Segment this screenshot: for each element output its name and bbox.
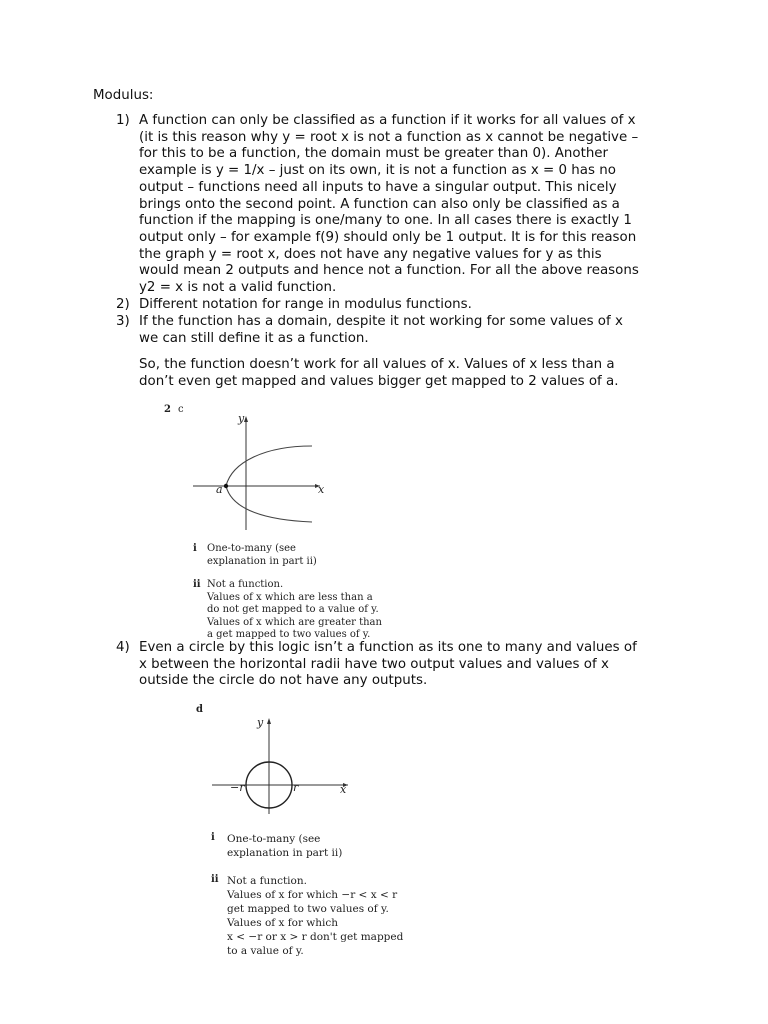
text-line: example is y = 1/x – just on its own, it is not a function as x = 0 has no xyxy=(139,163,616,179)
list-text xyxy=(139,113,679,297)
heading: Modulus: xyxy=(93,88,154,103)
text-line: Even a circle by this logic isn’t a function as its one to many and values of xyxy=(139,640,637,655)
figure-part: d xyxy=(196,704,203,715)
y-axis-arrow xyxy=(244,416,248,422)
r-label: r xyxy=(293,781,299,794)
text-line: output – functions need all inputs to have a singular output. This nicely xyxy=(139,179,617,195)
text-line: outside the circle do not have any outputs. xyxy=(139,673,428,689)
caption-line: Values of x which are greater than xyxy=(207,616,382,628)
caption-line: One-to-many (see xyxy=(227,833,321,845)
parabola-graph xyxy=(160,400,400,540)
x-axis-label: x xyxy=(318,483,325,496)
caption-ii-marker: ii xyxy=(193,579,201,590)
vertex-point xyxy=(224,484,228,488)
caption-line: get mapped to two values of y. xyxy=(227,903,389,915)
caption-line: Values of x which are less than a xyxy=(207,591,373,603)
circle-graph xyxy=(190,702,430,822)
text-line: brings onto the second point. A function can also only be classified as a xyxy=(139,196,620,212)
x-axis-label: x xyxy=(340,783,347,796)
list-number: 1) xyxy=(116,113,130,128)
caption-line: Not a function. xyxy=(227,875,307,887)
neg-r-label: −r xyxy=(230,781,245,794)
text-line: would mean 2 outputs and hence not a function. For all the above reasons xyxy=(139,263,639,279)
caption-i-marker: i xyxy=(211,832,215,843)
note-paragraph xyxy=(139,357,679,390)
list-number: 4) xyxy=(116,640,130,655)
caption-line: Values of x for which xyxy=(227,917,339,929)
caption-line: a get mapped to two values of y. xyxy=(207,629,371,640)
caption-line: One-to-many (see xyxy=(207,543,296,554)
text-line: If the function has a domain, despite it not working for some values of x xyxy=(139,314,623,329)
caption-line: explanation in part ii) xyxy=(227,847,343,859)
caption-line: x < −r or x > r don't get mapped xyxy=(227,931,404,943)
text-line: So, the function doesn’t work for all values of x. Values of x less than a xyxy=(139,357,615,372)
caption-i xyxy=(207,543,397,568)
text-line: (it is this reason why y = root x is not a function as x cannot be negative – xyxy=(139,129,639,145)
list-number: 3) xyxy=(116,314,130,329)
list-text xyxy=(139,297,679,314)
text-line: output only – for example f(9) should only be 1 output. It is for this reason xyxy=(139,229,637,245)
text-line: function if the mapping is one/many to one. In all cases there is exactly 1 xyxy=(139,213,632,229)
caption-line: do not get mapped to a value of y. xyxy=(207,604,379,615)
text-line: x between the horizontal radii have two output values and values of x xyxy=(139,656,609,672)
figure-part: c xyxy=(178,404,184,415)
parabola-curve xyxy=(226,446,312,522)
caption-ii-marker: ii xyxy=(211,874,219,885)
figure-parabola xyxy=(160,400,400,640)
text-line: y2 = x is not a valid function. xyxy=(139,280,337,296)
text-line: Different notation for range in modulus functions. xyxy=(139,297,472,312)
text-line: for this to be a function, the domain must be greater than 0). Another xyxy=(139,146,609,162)
text-line: we can still define it as a function. xyxy=(139,330,369,346)
figure-circle xyxy=(190,702,430,962)
y-axis-arrow xyxy=(267,718,271,724)
caption-i xyxy=(227,832,427,860)
caption-line: to a value of y. xyxy=(227,945,304,957)
caption-line: Values of x for which −r < x < r xyxy=(227,889,398,901)
caption-line: Not a function. xyxy=(207,579,284,590)
y-axis-label: y xyxy=(257,716,264,729)
y-axis-label: y xyxy=(238,412,245,425)
figure-number: 2 xyxy=(164,404,171,415)
caption-ii xyxy=(207,579,397,642)
list-text xyxy=(139,314,679,347)
list-text xyxy=(139,640,679,690)
caption-i-marker: i xyxy=(193,543,197,554)
text-line: don’t even get mapped and values bigger get mapped to 2 values of a. xyxy=(139,373,619,389)
text-line: the graph y = root x, does not have any negative values for y as this xyxy=(139,246,602,262)
text-line: A function can only be classified as a function if it works for all values of x xyxy=(139,113,636,128)
caption-ii xyxy=(227,874,427,958)
a-label: a xyxy=(216,483,223,496)
caption-line: explanation in part ii) xyxy=(207,555,317,567)
list-number: 2) xyxy=(116,297,130,312)
